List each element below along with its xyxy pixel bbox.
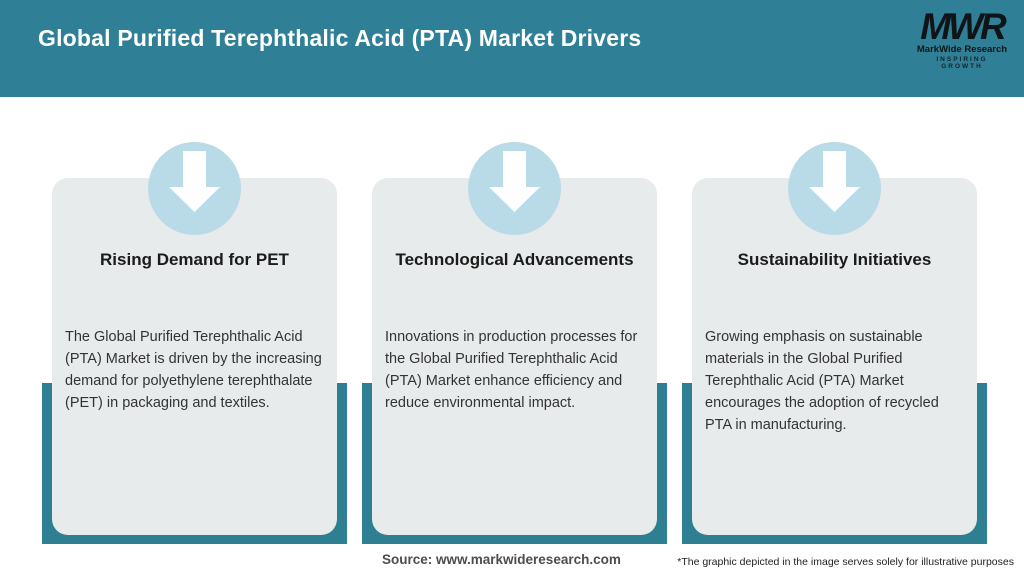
source-credit: Source: www.markwideresearch.com (382, 552, 621, 567)
arrow-down-icon (148, 142, 241, 235)
card-title: Technological Advancements (395, 250, 634, 269)
logo-acronym: MWR (920, 6, 1004, 47)
card-title: Rising Demand for PET (100, 250, 289, 269)
arrow-down-icon (468, 142, 561, 235)
card-description: Growing emphasis on sustainable materials in the Global Purified Terephthalic Acid (PTA) Market encourages the adoption of recycled PTA in manufacturing. (705, 329, 939, 433)
card-description: Innovations in production processes for the Global Purified Terephthalic Acid (PTA) Market enhance efficiency and reduce environmental impact. (385, 329, 638, 411)
card-description: The Global Purified Terephthalic Acid (PTA) Market is driven by the increasing demand for polyethylene terephthalate (PET) in packaging and textiles. (65, 329, 322, 411)
header-band (0, 0, 1024, 97)
card-title: Sustainability Initiatives (737, 250, 932, 269)
logo-tagline: INSPIRING GROWTH (936, 56, 988, 70)
markwide-research-logo (916, 6, 1008, 70)
arrow-down-icon (788, 142, 881, 235)
page-title: Global Purified Terephthalic Acid (PTA) Market Drivers (38, 25, 642, 51)
logo-name: MarkWide Research (916, 44, 1008, 55)
disclaimer-note: *The graphic depicted in the image serves solely for illustrative purposes (677, 556, 1014, 568)
